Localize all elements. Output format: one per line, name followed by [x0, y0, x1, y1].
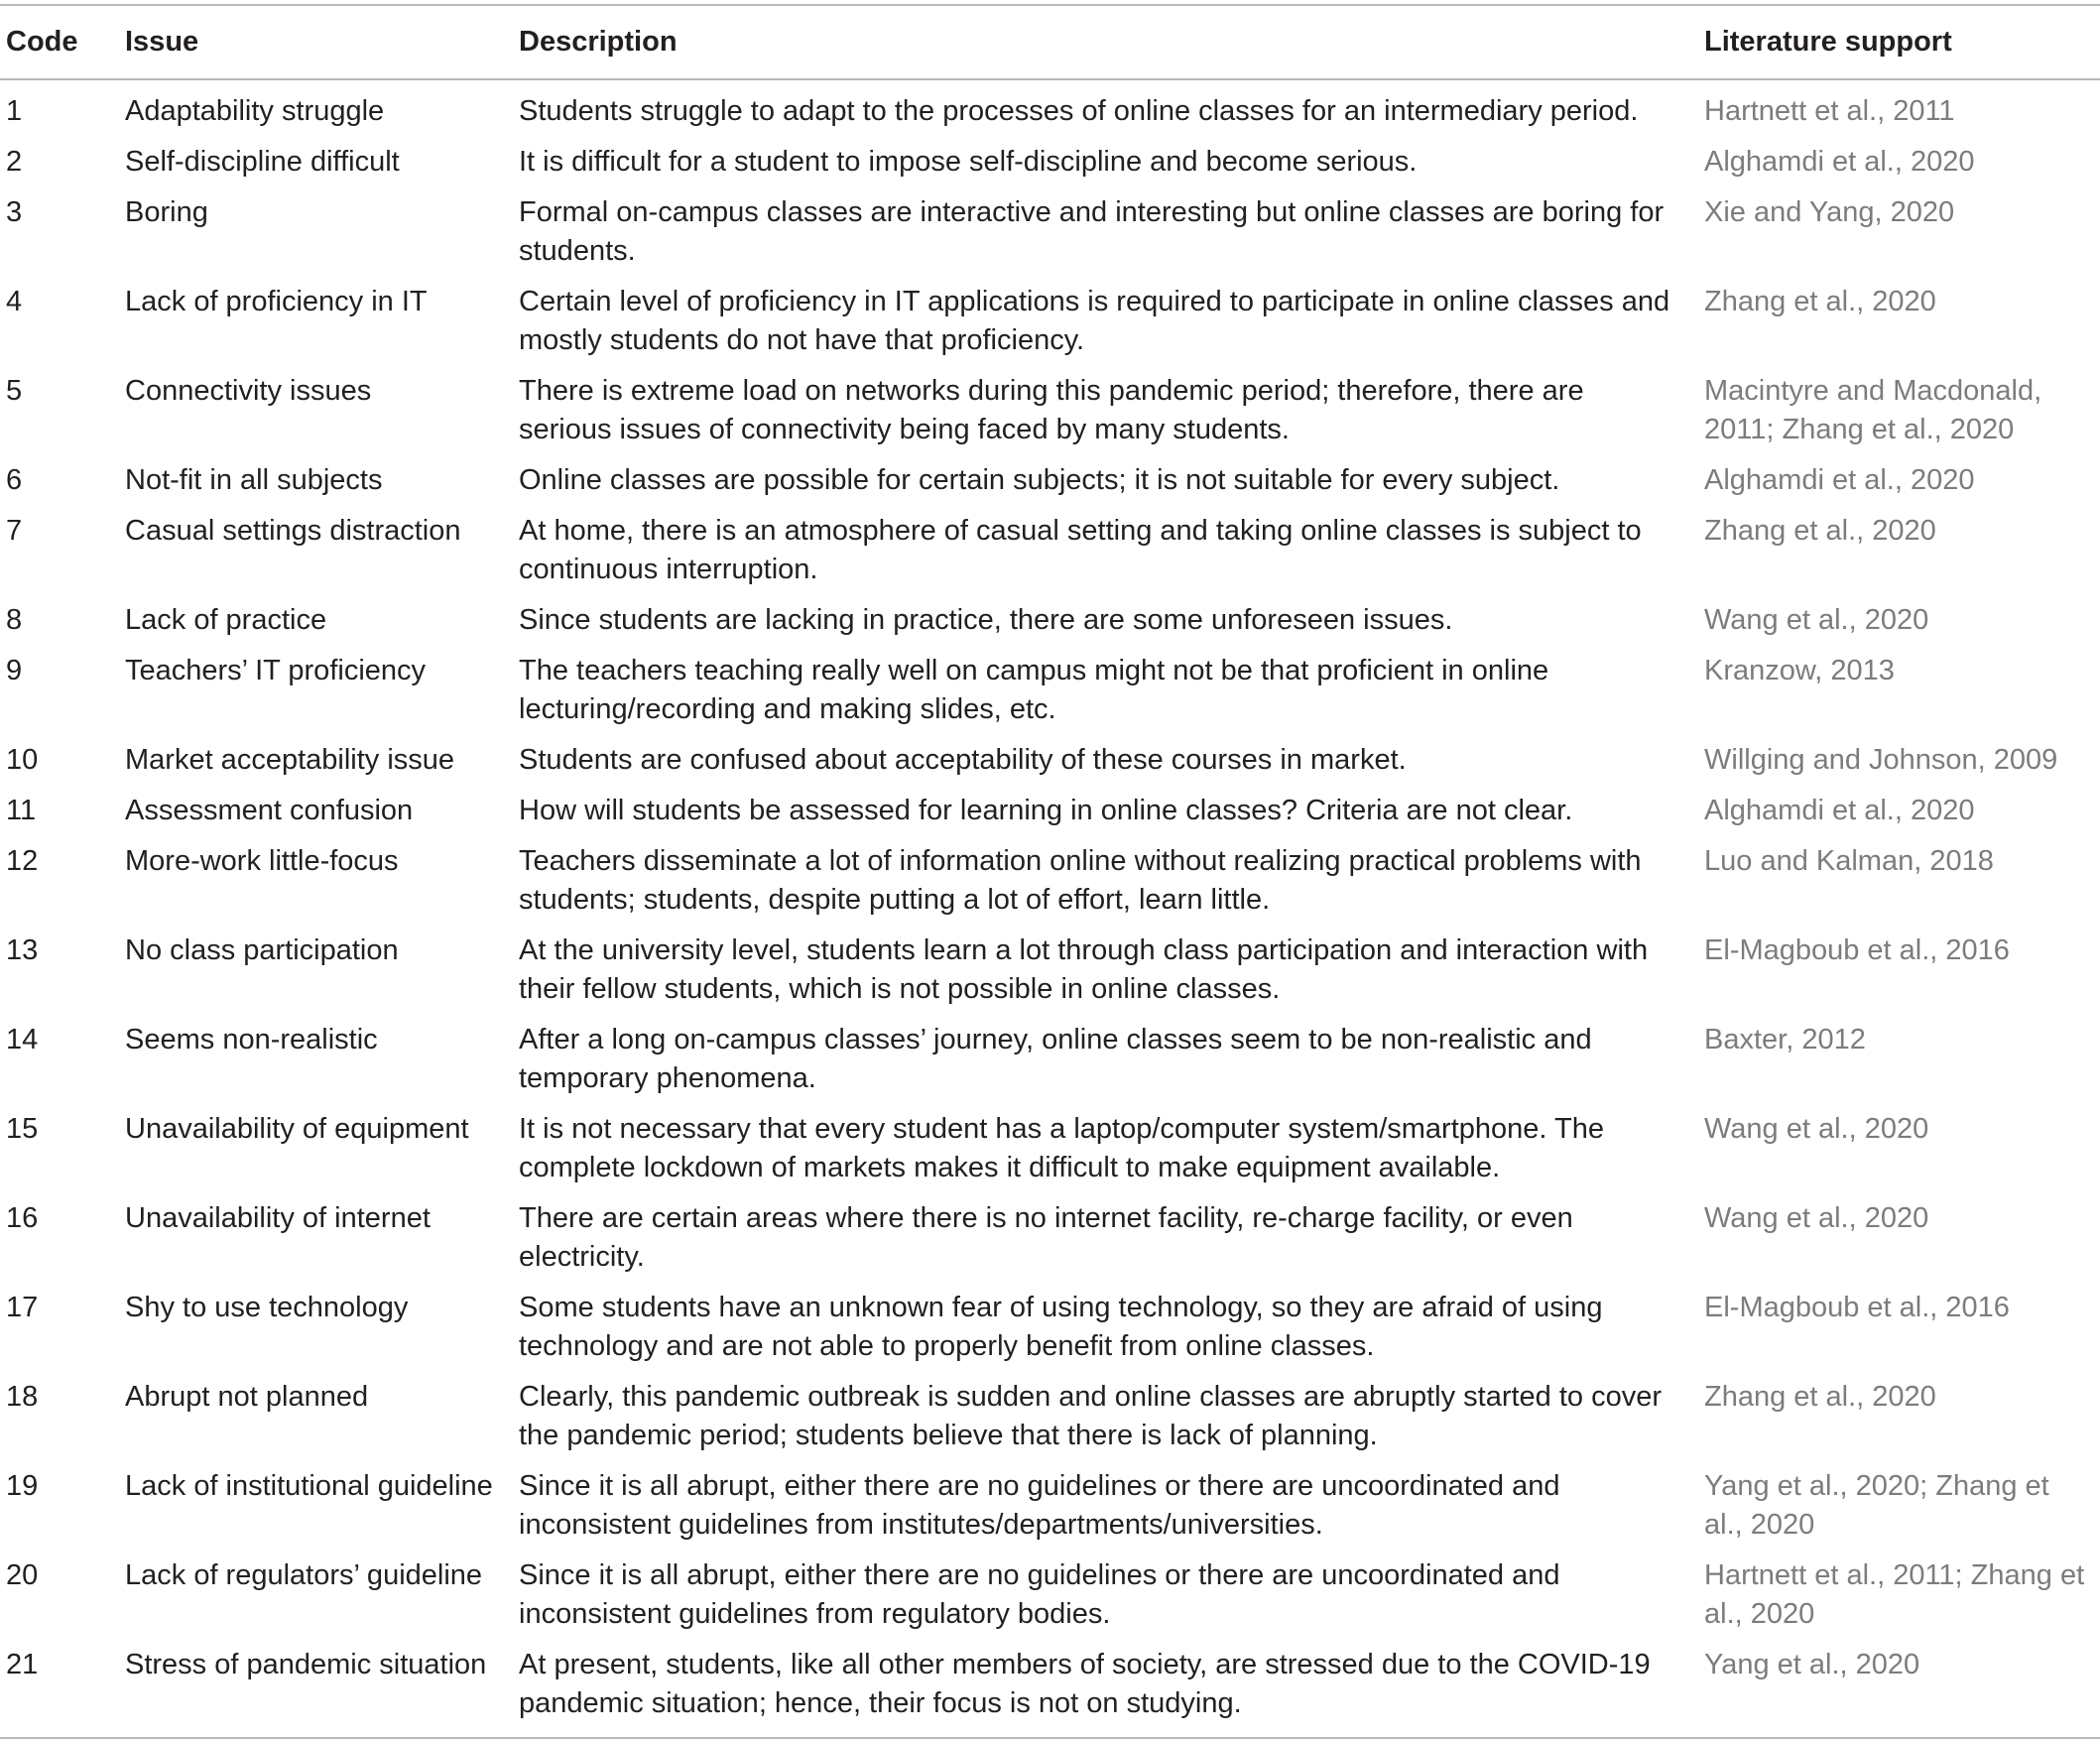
cell-description: At home, there is an atmosphere of casual setting and taking online classes is subject to continuous interruption.	[519, 515, 1642, 585]
cell-code: 17	[6, 1292, 39, 1323]
table-row	[0, 457, 2100, 508]
cell-description: It is difficult for a student to impose self-discipline and become serious.	[519, 146, 1418, 178]
cell-issue: Lack of proficiency in IT	[125, 286, 428, 317]
cell-issue: Boring	[125, 196, 208, 228]
cell-issue: Unavailability of equipment	[125, 1113, 469, 1145]
cell-description: Since it is all abrupt, either there are no guidelines or there are uncoordinated and inconsistent guidelines from regulatory bodies.	[519, 1559, 1560, 1630]
table-row	[0, 1642, 2100, 1738]
cell-description: There is extreme load on networks during this pandemic period; therefore, there are serious issues of connectivity being faced by many students.	[519, 375, 1584, 445]
cell-code: 2	[6, 146, 23, 178]
cell-description: After a long on-campus classes’ journey, online classes seem to be non-realistic and temporary phenomena.	[519, 1024, 1592, 1094]
cell-code: 21	[6, 1649, 39, 1680]
cell-literature-support: Xie and Yang, 2020	[1704, 196, 1955, 228]
header-issue: Issue	[125, 26, 199, 58]
cell-issue: Assessment confusion	[125, 795, 414, 826]
cell-code: 5	[6, 375, 23, 407]
cell-description: It is not necessary that every student has a laptop/computer system/smartphone. The complete lockdown of markets makes it difficult to make equipment available.	[519, 1113, 1604, 1183]
cell-code: 19	[6, 1470, 39, 1502]
table-row	[0, 1017, 2100, 1106]
cell-code: 14	[6, 1024, 39, 1056]
cell-literature-support: Alghamdi et al., 2020	[1704, 146, 1975, 178]
cell-literature-support: Hartnett et al., 2011; Zhang et al., 2020	[1704, 1559, 2085, 1630]
cell-issue: Teachers’ IT proficiency	[125, 655, 427, 686]
table-row	[0, 79, 2100, 139]
table-row	[0, 737, 2100, 788]
cell-issue: Self-discipline difficult	[125, 146, 400, 178]
cell-literature-support: Kranzow, 2013	[1704, 655, 1895, 686]
table-row	[0, 1463, 2100, 1553]
cell-literature-support: El-Magboub et al., 2016	[1704, 934, 2010, 966]
cell-issue: Stress of pandemic situation	[125, 1649, 487, 1680]
cell-description: Formal on-campus classes are interactive and interesting but online classes are boring for students.	[519, 196, 1665, 267]
table-row	[0, 1374, 2100, 1463]
cell-code: 1	[6, 95, 23, 127]
table-row	[0, 1106, 2100, 1195]
cell-description: Since it is all abrupt, either there are no guidelines or there are uncoordinated and inconsistent guidelines from institutes/departments/universities.	[519, 1470, 1560, 1541]
cell-description: How will students be assessed for learning in online classes? Criteria are not clear.	[519, 795, 1573, 826]
cell-issue: Not-fit in all subjects	[125, 464, 383, 496]
cell-code: 16	[6, 1202, 39, 1234]
cell-literature-support: Wang et al., 2020	[1704, 1113, 1929, 1145]
cell-code: 12	[6, 845, 39, 877]
cell-literature-support: Luo and Kalman, 2018	[1704, 845, 1994, 877]
cell-issue: Lack of regulators’ guideline	[125, 1559, 483, 1591]
cell-literature-support: Alghamdi et al., 2020	[1704, 795, 1975, 826]
table-row	[0, 1285, 2100, 1374]
cell-description: Some students have an unknown fear of using technology, so they are afraid of using technology and are not able to properly benefit from online classes.	[519, 1292, 1603, 1362]
cell-literature-support: El-Magboub et al., 2016	[1704, 1292, 2010, 1323]
cell-code: 10	[6, 744, 39, 776]
table-row	[0, 508, 2100, 597]
cell-literature-support: Zhang et al., 2020	[1704, 286, 1936, 317]
cell-literature-support: Zhang et al., 2020	[1704, 515, 1936, 547]
cell-issue: Market acceptability issue	[125, 744, 455, 776]
cell-issue: Abrupt not planned	[125, 1381, 369, 1413]
cell-issue: Lack of institutional guideline	[125, 1470, 493, 1502]
cell-code: 13	[6, 934, 39, 966]
cell-description: There are certain areas where there is no internet facility, re-charge facility, or even electricity.	[519, 1202, 1573, 1273]
cell-description: Certain level of proficiency in IT applications is required to participate in online classes and mostly students do not have that proficiency.	[519, 286, 1670, 356]
table-row	[0, 279, 2100, 368]
cell-issue: Adaptability struggle	[125, 95, 385, 127]
cell-literature-support: Wang et al., 2020	[1704, 1202, 1929, 1234]
cell-literature-support: Willging and Johnson, 2009	[1704, 744, 2058, 776]
cell-literature-support: Hartnett et al., 2011	[1704, 95, 1955, 127]
header-literature-support: Literature support	[1704, 26, 1952, 58]
cell-literature-support: Macintyre and Macdonald, 2011; Zhang et al., 2020	[1704, 375, 2042, 445]
cell-code: 11	[6, 795, 37, 826]
table-row	[0, 368, 2100, 457]
table-row	[0, 597, 2100, 648]
header-description: Description	[519, 26, 678, 58]
cell-literature-support: Baxter, 2012	[1704, 1024, 1866, 1056]
cell-code: 15	[6, 1113, 39, 1145]
cell-code: 3	[6, 196, 23, 228]
cell-code: 4	[6, 286, 23, 317]
cell-issue: More-work little-focus	[125, 845, 399, 877]
cell-issue: Casual settings distraction	[125, 515, 461, 547]
cell-issue: Lack of practice	[125, 604, 327, 636]
table-body	[0, 79, 2100, 1738]
cell-description: The teachers teaching really well on campus might not be that proficient in online lecturing/recording and making slides, etc.	[519, 655, 1549, 725]
cell-issue: Seems non-realistic	[125, 1024, 378, 1056]
cell-code: 20	[6, 1559, 39, 1591]
cell-literature-support: Wang et al., 2020	[1704, 604, 1929, 636]
header-row	[0, 5, 2100, 79]
table-row	[0, 788, 2100, 838]
cell-literature-support: Zhang et al., 2020	[1704, 1381, 1936, 1413]
cell-description: Students are confused about acceptability of these courses in market.	[519, 744, 1407, 776]
cell-literature-support: Yang et al., 2020; Zhang et al., 2020	[1704, 1470, 2049, 1541]
cell-literature-support: Yang et al., 2020	[1704, 1649, 1920, 1680]
table-header	[0, 5, 2100, 79]
table-row	[0, 838, 2100, 928]
cell-issue: Shy to use technology	[125, 1292, 409, 1323]
table-row	[0, 928, 2100, 1017]
cell-issue: Connectivity issues	[125, 375, 372, 407]
cell-code: 18	[6, 1381, 39, 1413]
cell-description: Online classes are possible for certain subjects; it is not suitable for every subject.	[519, 464, 1560, 496]
cell-description: At the university level, students learn a lot through class participation and interaction with their fellow students, which is not possible in online classes.	[519, 934, 1649, 1005]
cell-code: 9	[6, 655, 23, 686]
cell-literature-support: Alghamdi et al., 2020	[1704, 464, 1975, 496]
cell-description: Teachers disseminate a lot of information online without realizing practical problems with students; students, despite putting a lot of effort, learn little.	[519, 845, 1642, 916]
cell-issue: Unavailability of internet	[125, 1202, 431, 1234]
table-row	[0, 648, 2100, 737]
table-row	[0, 1553, 2100, 1642]
issues-table	[0, 4, 2100, 1739]
table-row	[0, 139, 2100, 189]
cell-code: 6	[6, 464, 23, 496]
cell-description: At present, students, like all other members of society, are stressed due to the COVID-19 pandemic situation; hence, their focus is not on studying.	[519, 1649, 1651, 1719]
table-row	[0, 189, 2100, 279]
table-row	[0, 1195, 2100, 1285]
header-code: Code	[6, 26, 78, 58]
cell-description: Clearly, this pandemic outbreak is sudden and online classes are abruptly started to cover the pandemic period; students believe that there is lack of planning.	[519, 1381, 1663, 1451]
cell-code: 8	[6, 604, 23, 636]
cell-description: Students struggle to adapt to the processes of online classes for an intermediary period.	[519, 95, 1639, 127]
cell-issue: No class participation	[125, 934, 399, 966]
cell-description: Since students are lacking in practice, there are some unforeseen issues.	[519, 604, 1453, 636]
cell-code: 7	[6, 515, 23, 547]
